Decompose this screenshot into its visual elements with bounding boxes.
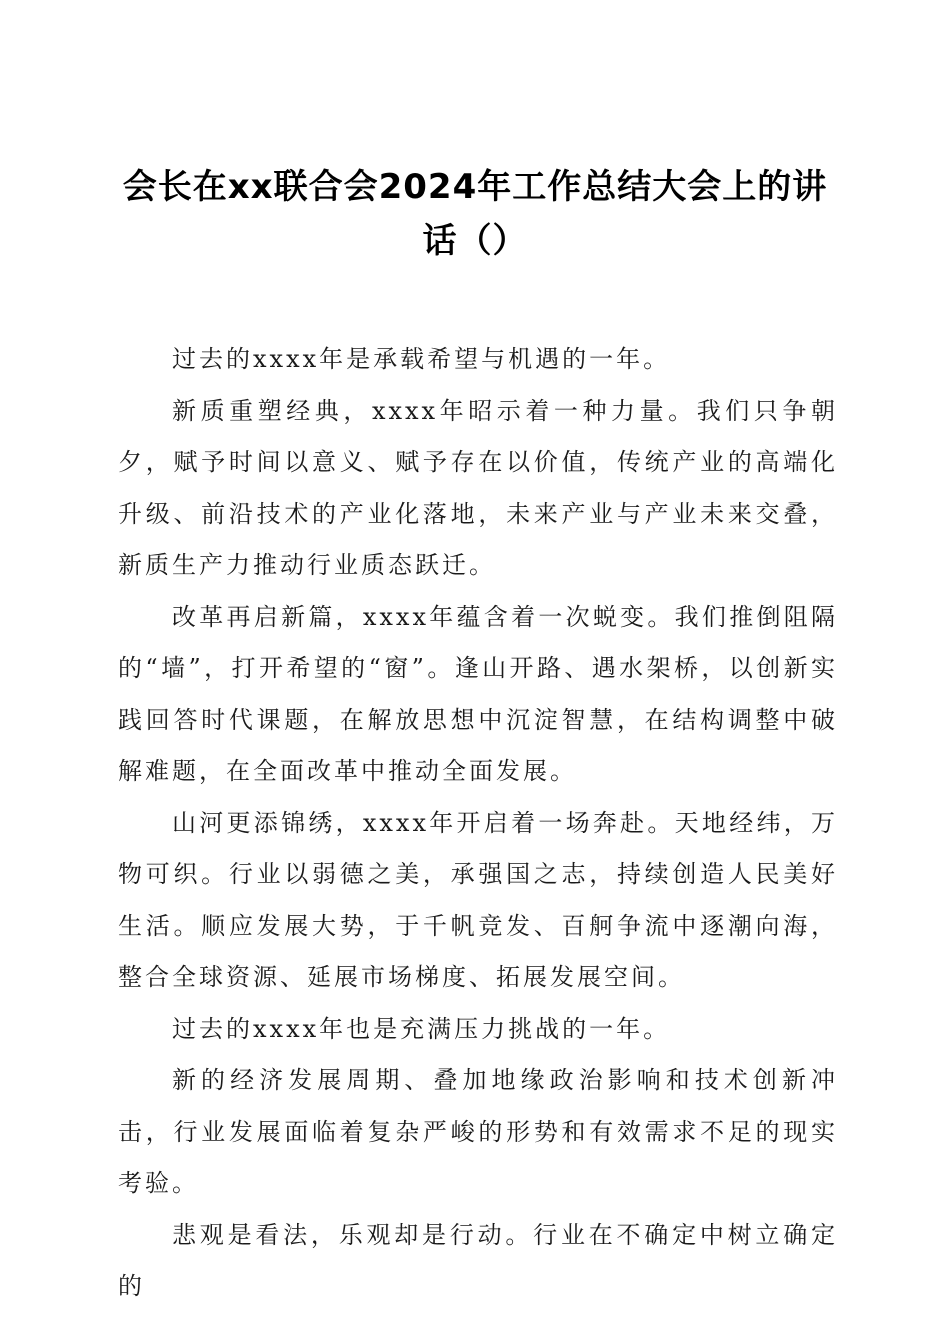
paragraph: 山河更添锦绣，xxxx年开启着一场奔赴。天地经纬，万物可织。行业以弱德之美，承强国之志，持续创造人民美好生活。顺应发展大势，于千帆竞发、百舸争流中逐潮向海，整合全球资源、延展市场梯度、拓展发展空间。 <box>118 808 838 991</box>
paragraph: 悲观是看法，乐观却是行动。行业在不确定中树立确定的 <box>118 1220 838 1300</box>
document-title: 会长在xx联合会2024年工作总结大会上的讲话（） <box>122 167 828 261</box>
paragraph: 新的经济发展周期、叠加地缘政治影响和技术创新冲击，行业发展面临着复杂严峻的形势和有效需求不足的现实考验。 <box>118 1066 838 1197</box>
paragraph: 改革再启新篇，xxxx年蕴含着一次蜕变。我们推倒阻隔的“墙”，打开希望的“窗”。逢山开路、遇水架桥，以创新实践回答时代课题，在解放思想中沉淀智慧，在结构调整中破解难题，在全面改革中推动全面发展。 <box>118 602 838 785</box>
paragraph: 过去的xxxx年也是充满压力挑战的一年。 <box>172 1014 671 1043</box>
document-body <box>118 334 838 1313</box>
paragraph: 新质重塑经典，xxxx年昭示着一种力量。我们只争朝夕，赋予时间以意义、赋予存在以价值，传统产业的高端化升级、前沿技术的产业化落地，未来产业与产业未来交叠，新质生产力推动行业质态跃迁。 <box>118 396 838 579</box>
paragraph: 过去的xxxx年是承载希望与机遇的一年。 <box>172 345 671 373</box>
